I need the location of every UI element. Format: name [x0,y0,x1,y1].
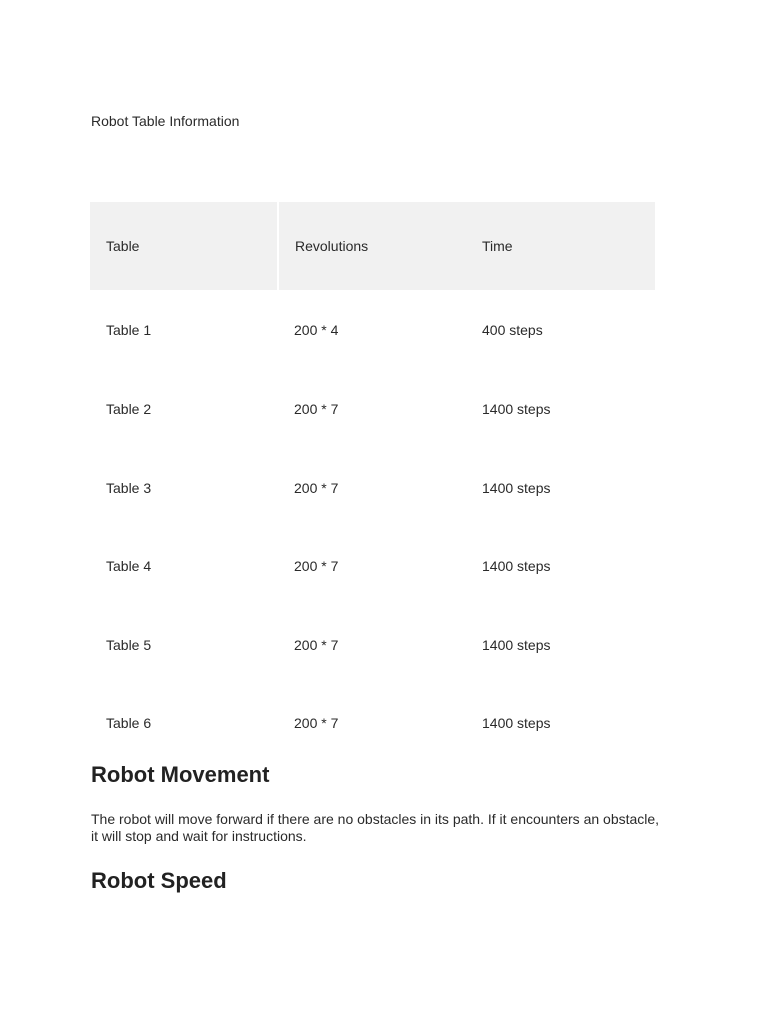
table-cell: 200 * 4 [294,322,339,338]
table-cell: Table 5 [106,636,152,653]
table-cell: 1400 steps [482,479,551,496]
movement-paragraph: The robot will move forward if there are no obstacles in its path. If it encounters an obstacle, it will stop and wait for instructions. [91,811,660,844]
table-cell: 400 steps [482,322,543,338]
intro-text: Robot Table Information [91,113,240,129]
table-cell: 1400 steps [482,715,551,732]
table-cell: 200 * 7 [294,479,339,496]
table-cell: 1400 steps [482,401,551,418]
table-cell: 200 * 7 [294,401,339,418]
robot-table [90,202,655,763]
section-heading-movement: Robot Movement [91,762,270,787]
table-row [90,527,655,606]
column-header-table: Table [90,202,278,290]
table-cell: Table 6 [106,715,152,732]
table-cell: Table 1 [106,322,152,338]
table-cell: Table 2 [106,401,152,418]
table-row [90,606,655,685]
table-cell: 200 * 7 [294,715,339,732]
column-header-revolutions: Revolutions [278,202,466,290]
table-row [90,449,655,528]
table-cell: 200 * 7 [294,636,339,653]
table-row [90,370,655,449]
table-row [90,684,655,763]
section-heading-speed: Robot Speed [91,868,227,893]
column-header-time: Time [466,202,655,290]
table-cell: 1400 steps [482,636,551,653]
table-row [90,290,655,370]
table-header-row [90,202,655,290]
table-cell: Table 4 [106,558,152,575]
table-cell: Table 3 [106,479,152,496]
table-cell: 1400 steps [482,558,551,575]
table-cell: 200 * 7 [294,558,339,575]
